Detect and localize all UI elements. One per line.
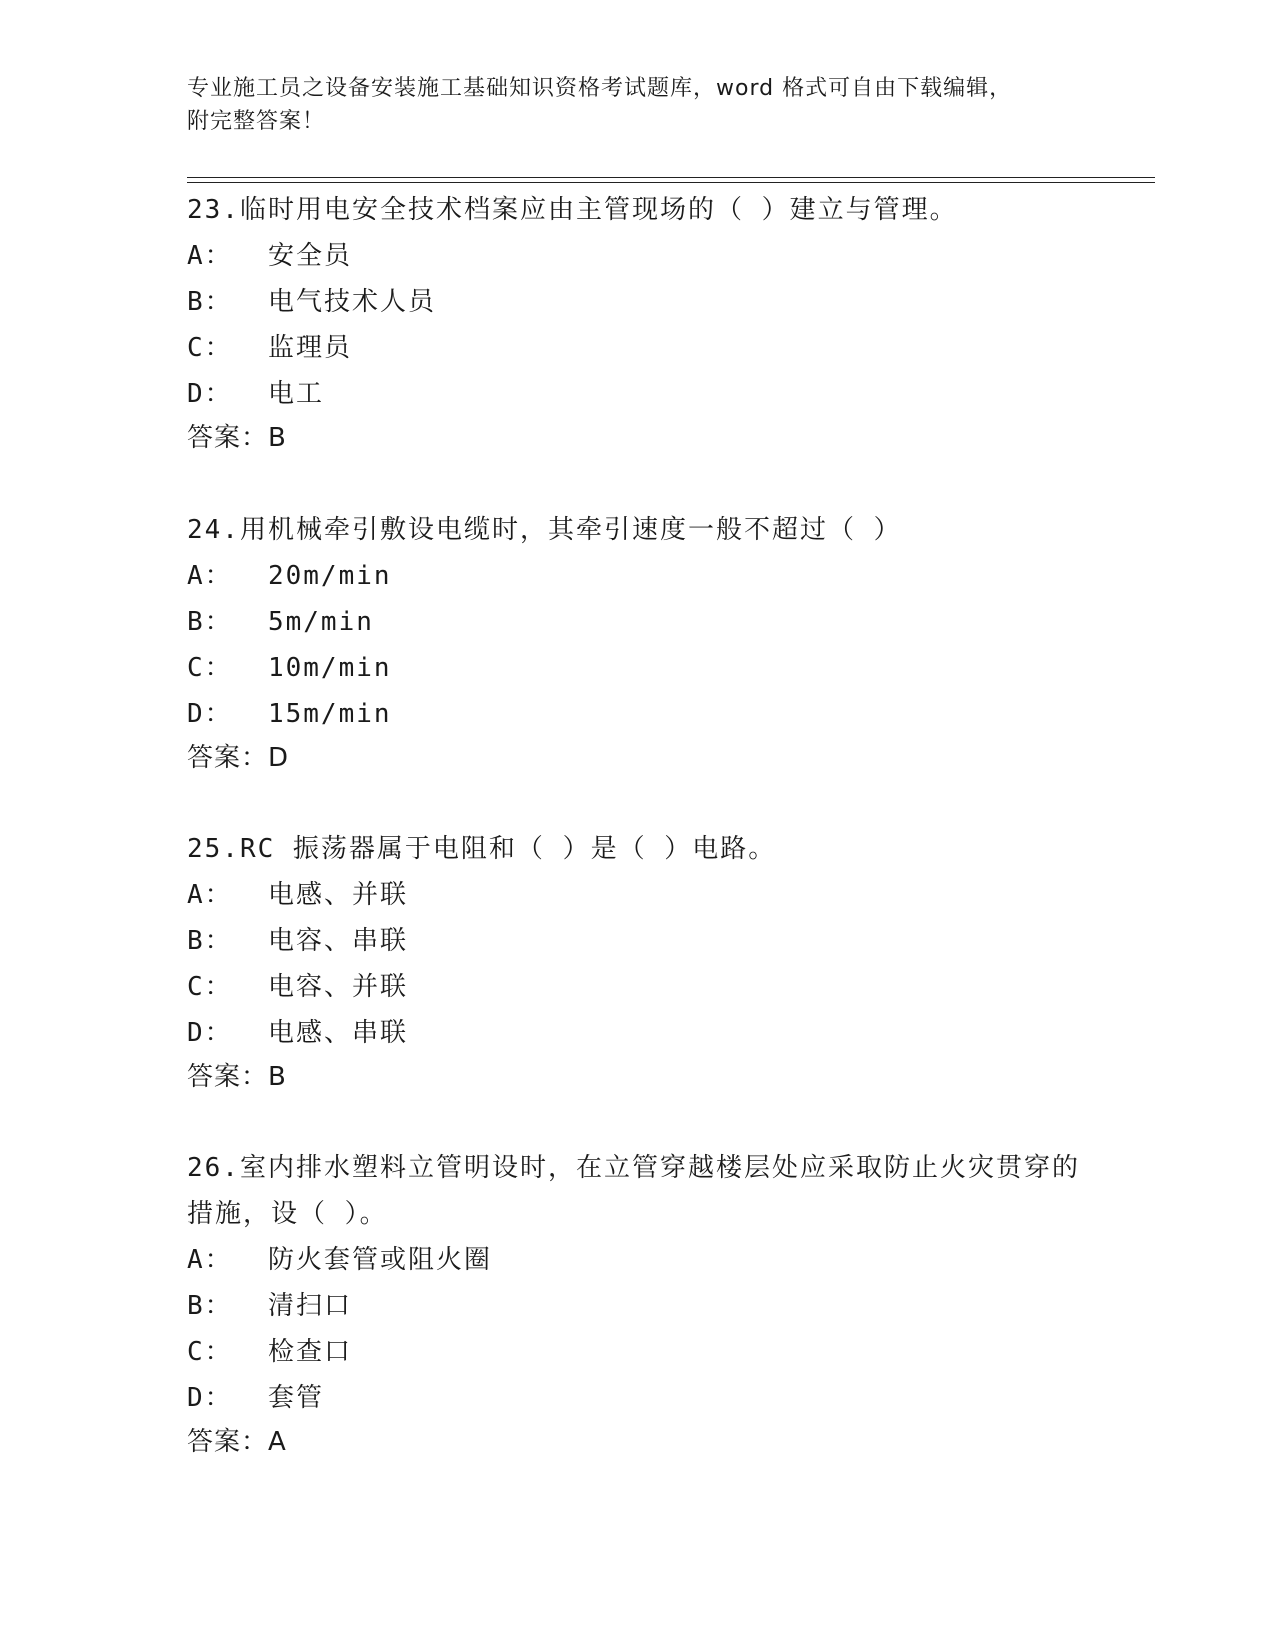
option-a: A： 电感、并联	[187, 880, 408, 910]
option-c: C： 检查口	[187, 1337, 352, 1367]
answer: 答案：A	[187, 1427, 287, 1457]
option-d: D： 电工	[187, 379, 324, 409]
option-c: C： 电容、并联	[187, 972, 408, 1002]
answer: 答案：B	[187, 1062, 287, 1092]
question-24	[187, 507, 1087, 779]
question-text: 24.用机械牵引敷设电缆时，其牵引速度一般不超过（ ）	[187, 515, 902, 545]
option-d: D： 电感、串联	[187, 1018, 408, 1048]
option-a: A： 20m/min	[187, 561, 392, 591]
question-26	[187, 1145, 1087, 1463]
option-a: A： 安全员	[187, 241, 352, 271]
option-a: A： 防火套管或阻火圈	[187, 1245, 492, 1275]
question-25	[187, 826, 1087, 1098]
option-b: B： 电容、串联	[187, 926, 408, 956]
question-text: 26.室内排水塑料立管明设时，在立管穿越楼层处应采取防止火灾贯穿的措施，设（ ）。	[187, 1153, 1080, 1229]
question-text: 23.临时用电安全技术档案应由主管现场的（ ）建立与管理。	[187, 195, 958, 225]
option-c: C： 监理员	[187, 333, 352, 363]
option-d: D： 套管	[187, 1383, 324, 1413]
option-c: C： 10m/min	[187, 653, 392, 683]
question-23	[187, 187, 1087, 459]
answer: 答案：B	[187, 423, 287, 453]
header-line-1: 专业施工员之设备安装施工基础知识资格考试题库，word 格式可自由下载编辑，	[187, 76, 1013, 101]
answer: 答案：D	[187, 743, 290, 773]
option-b: B： 电气技术人员	[187, 287, 436, 317]
option-b: B： 5m/min	[187, 607, 374, 637]
document-header	[187, 72, 1087, 138]
header-rule-top	[187, 177, 1155, 178]
header-rule-bottom	[187, 182, 1155, 183]
question-text: 25.RC 振荡器属于电阻和（ ）是（ ）电路。	[187, 834, 777, 864]
option-b: B： 清扫口	[187, 1291, 352, 1321]
header-line-2: 附完整答案！	[187, 109, 326, 134]
option-d: D： 15m/min	[187, 699, 392, 729]
